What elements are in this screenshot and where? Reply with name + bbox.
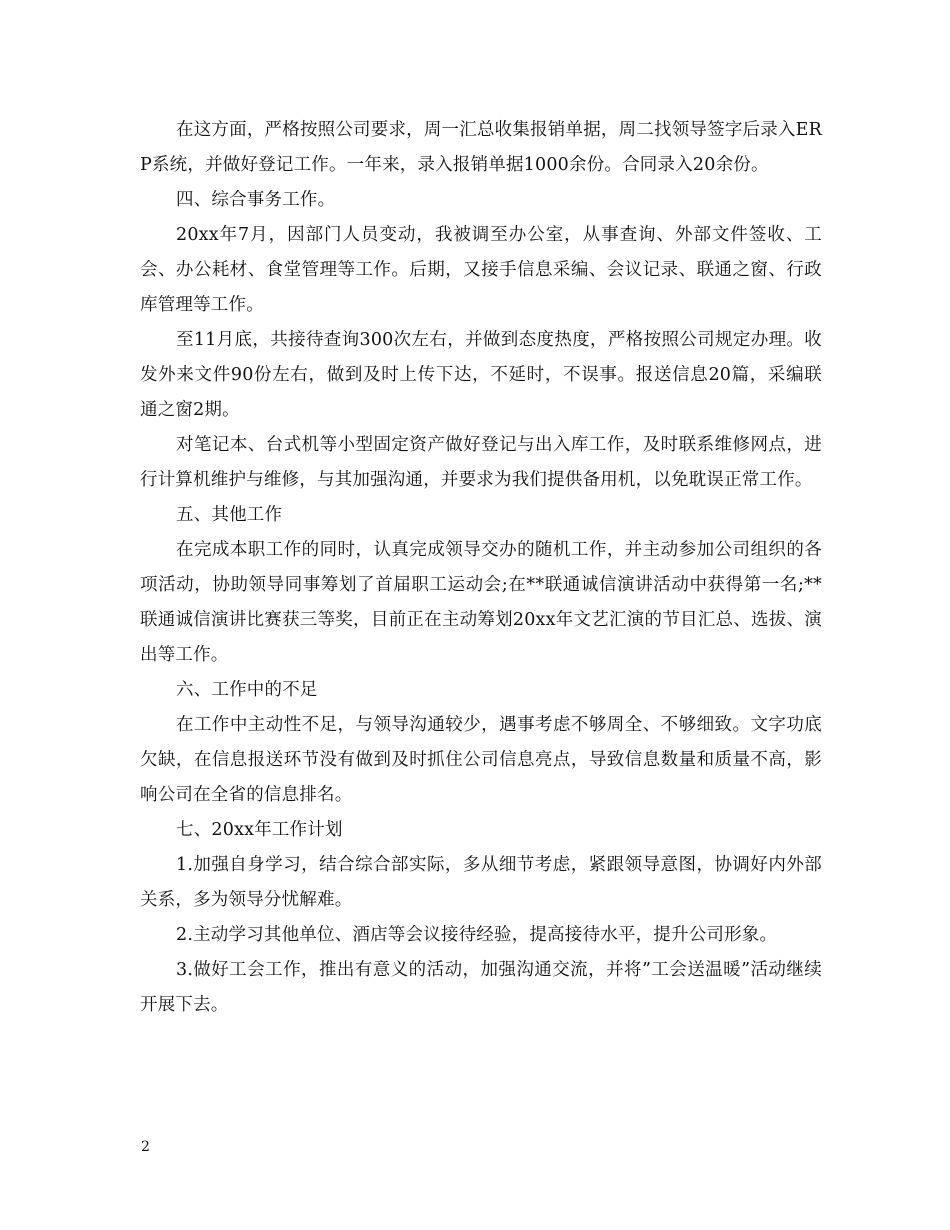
paragraph-other-work: 在完成本职工作的同时，认真完成领导交办的随机工作，并主动参加公司组织的各项活动，协助领导同事筹划了首届职工运动会;在**联通诚信演讲活动中获得第一名;**联通诚信演讲比赛获三等奖，目前正在主动筹划20xx年文艺汇演的节目汇总、选拔、演出等工作。 — [140, 540, 822, 665]
plan-item-2: 2.主动学习其他单位、酒店等会议接待经验，提高接待水平，提升公司形象。 — [176, 925, 778, 945]
plan-item-1: 1.加强自身学习，结合综合部实际，多从细节考虑，紧跟领导意图，协调好内外部关系，多为领导分忧解难。 — [140, 855, 822, 910]
plan-item-3: 3.做好工会工作，推出有意义的活动，加强沟通交流，并将”工会送温暖”活动继续开展下去。 — [140, 960, 822, 1015]
document-body — [140, 113, 822, 1023]
paragraph-fixed-assets: 对笔记本、台式机等小型固定资产做好登记与出入库工作，及时联系维修网点，进行计算机维护与维修，与其加强沟通，并要求为我们提供备用机，以免耽误正常工作。 — [140, 435, 822, 490]
paragraph-office-transfer: 20xx年7月，因部门人员变动，我被调至办公室，从事查询、外部文件签收、工会、办公耗材、食堂管理等工作。后期，又接手信息采编、会议记录、联通之窗、行政库管理等工作。 — [140, 225, 822, 315]
paragraph-expense-entry: 在这方面，严格按照公司要求，周一汇总收集报销单据，周二找领导签字后录入ERP系统，并做好登记工作。一年来，录入报销单据1000余份。合同录入20余份。 — [140, 120, 822, 175]
paragraph-november-summary: 至11月底，共接待查询300次左右，并做到态度热度，严格按照公司规定办理。收发外来文件90份左右，做到及时上传下达，不延时，不误事。报送信息20篇，采编联通之窗2期。 — [140, 330, 822, 420]
heading-other-work: 五、其他工作 — [176, 505, 283, 525]
paragraph-shortcomings: 在工作中主动性不足，与领导沟通较少，遇事考虑不够周全、不够细致。文字功底欠缺，在信息报送环节没有做到及时抓住公司信息亮点，导致信息数量和质量不高，影响公司在全省的信息排名。 — [140, 715, 822, 805]
heading-work-plan: 七、20xx年工作计划 — [176, 820, 343, 840]
heading-general-affairs: 四、综合事务工作。 — [176, 190, 336, 210]
page-number: 2 — [141, 1139, 150, 1155]
heading-shortcomings: 六、工作中的不足 — [176, 680, 318, 700]
